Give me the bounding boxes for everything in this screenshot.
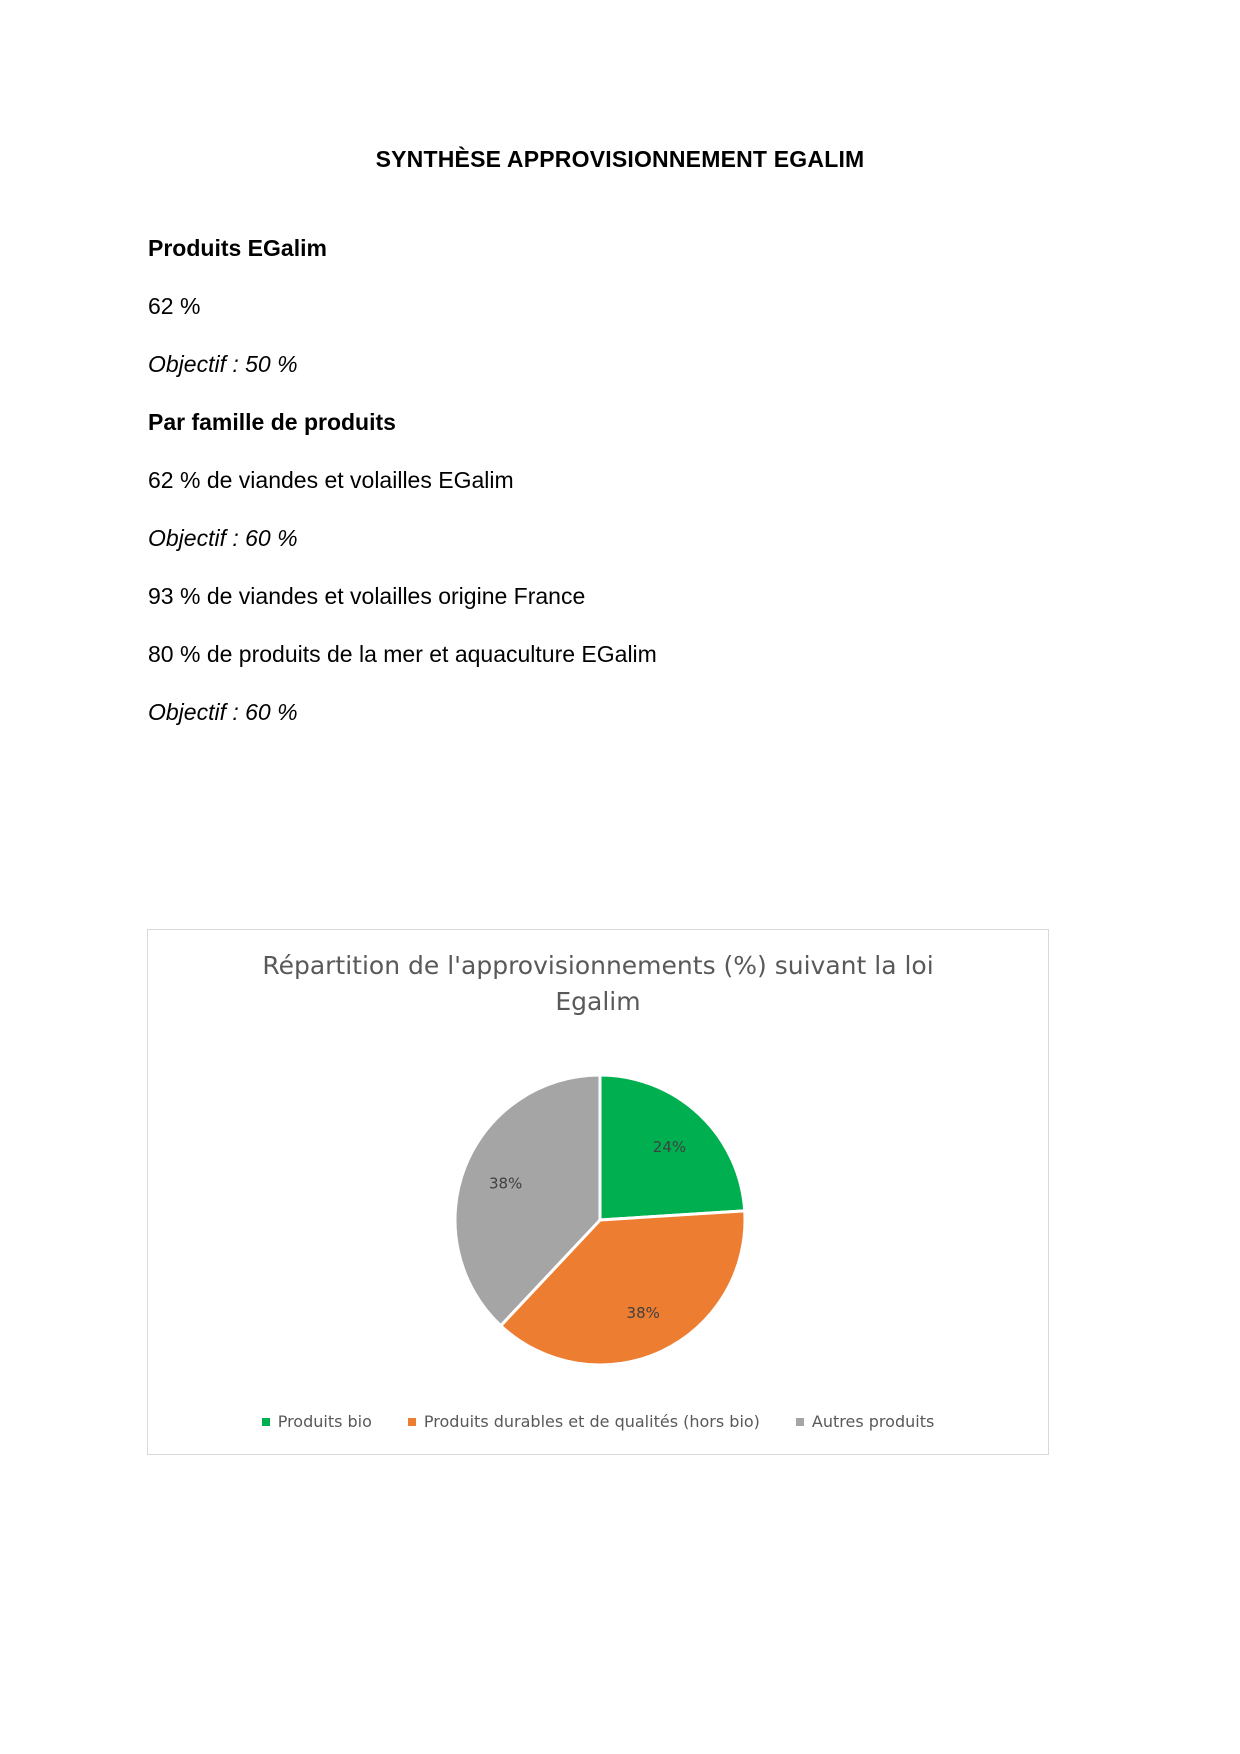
egalim-objective: Objectif : 50 %: [148, 351, 298, 377]
viandes-egalim-line: 62 % de viandes et volailles EGalim: [148, 467, 514, 493]
legend-label-autres-produits: Autres produits: [811, 1412, 935, 1431]
legend-label-produits-bio: Produits bio: [277, 1412, 372, 1431]
section-heading-par-famille: Par famille de produits: [148, 409, 396, 435]
document-title: SYNTHÈSE APPROVISIONNEMENT EGALIM: [375, 146, 865, 172]
chart-legend: [148, 1412, 1048, 1431]
legend-swatch-autres-produits: [796, 1418, 804, 1426]
pie-label-produits-durables: 38%: [626, 1303, 660, 1322]
legend-item-produits-durables: [408, 1412, 760, 1431]
chart-title-line-1: Répartition de l'approvisionnements (%) suivant la loi: [262, 951, 934, 980]
section-heading-produits-egalim: Produits EGalim: [148, 235, 327, 261]
legend-item-produits-bio: [262, 1412, 372, 1431]
legend-item-autres-produits: [796, 1412, 934, 1431]
viandes-objective: Objectif : 60 %: [148, 525, 298, 551]
legend-label-produits-durables: Produits durables et de qualités (hors bio): [423, 1412, 760, 1431]
viandes-france-line: 93 % de viandes et volailles origine France: [148, 583, 586, 609]
produits-mer-line: 80 % de produits de la mer et aquaculture EGalim: [148, 641, 657, 667]
pie-chart-container: [147, 929, 1049, 1455]
pie-label-autres-produits: 38%: [488, 1174, 523, 1193]
pie-label-produits-bio: 24%: [652, 1138, 687, 1157]
produits-mer-objective: Objectif : 60 %: [148, 699, 298, 725]
egalim-percentage: 62 %: [148, 293, 201, 319]
legend-swatch-produits-durables: [408, 1418, 416, 1426]
legend-swatch-produits-bio: [262, 1418, 270, 1426]
chart-title-line-2: Egalim: [555, 987, 641, 1016]
pie-chart: [148, 930, 1048, 1454]
